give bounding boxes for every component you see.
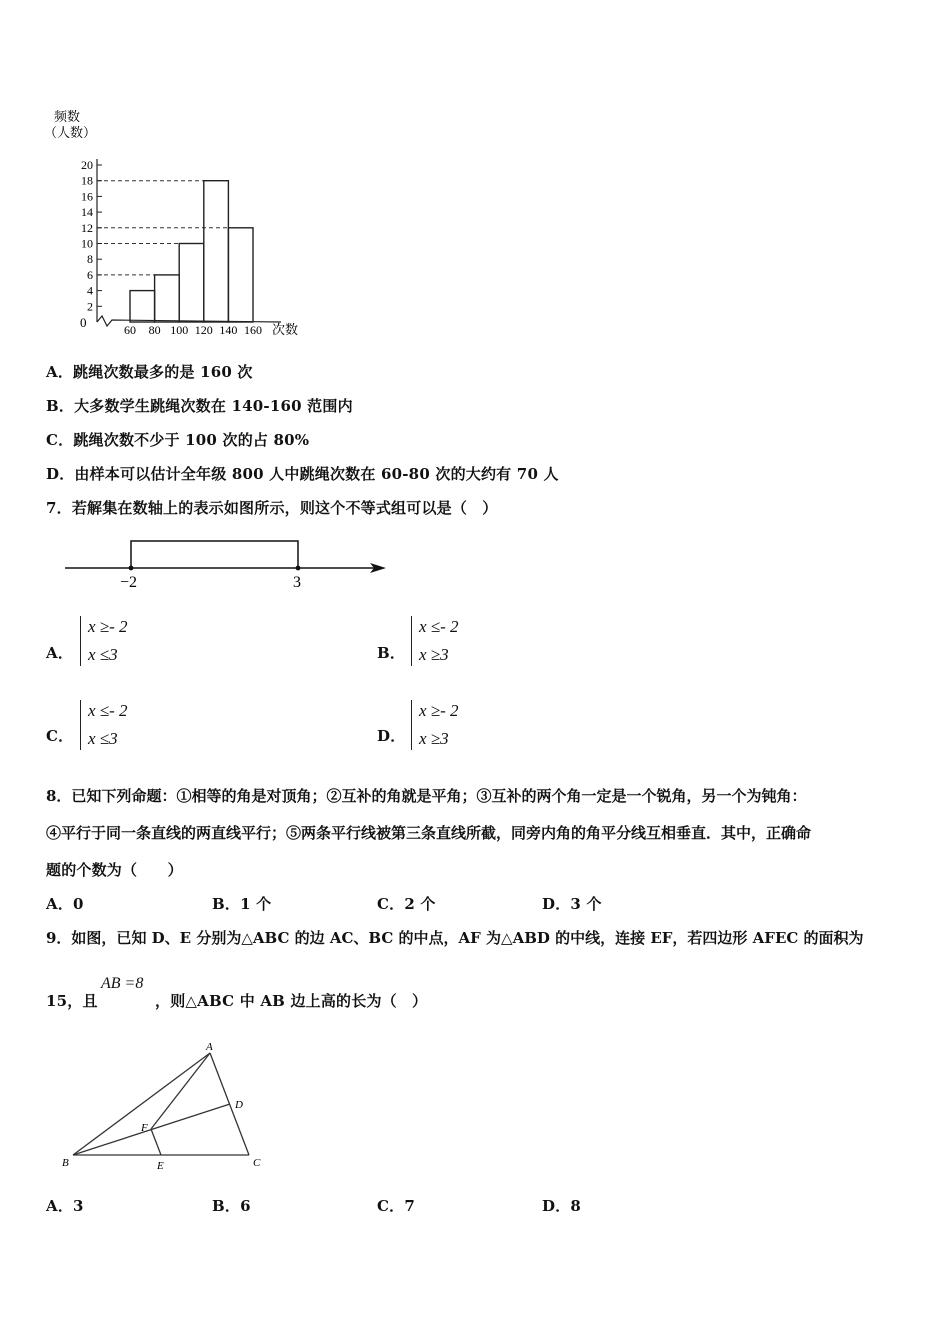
q7-option-a-line1: x ≥- 2 bbox=[88, 617, 128, 636]
vertex-label-b: B bbox=[62, 1157, 69, 1169]
histogram-x-tick-label: 100 bbox=[170, 323, 189, 337]
q6-option-d: D．由样本可以估计全年级 800 人中跳绳次数在 60-80 次的大约有 70 人 bbox=[46, 465, 559, 483]
vertex-label-a: A bbox=[206, 1041, 213, 1053]
q9-stem-line2-suffix: ，则△ABC 中 AB 边上高的长为（ ） bbox=[155, 992, 428, 1010]
q6-option-c: C．跳绳次数不少于 100 次的占 80% bbox=[46, 431, 310, 449]
point-minus-two bbox=[129, 566, 134, 571]
q8-option-d: D．3 个 bbox=[542, 895, 602, 913]
histogram-y-tick-label: 10 bbox=[81, 236, 93, 251]
q7-stem: 7．若解集在数轴上的表示如图所示，则这个不等式组可以是（ ） bbox=[46, 499, 498, 517]
q9-option-b: B．6 bbox=[212, 1197, 251, 1215]
q8-stem-line3: 题的个数为（ ） bbox=[46, 861, 183, 879]
number-line-label-left: −2 bbox=[120, 574, 138, 591]
q7-option-c-line1: x ≤- 2 bbox=[88, 701, 128, 720]
histogram-y-tick-label: 2 bbox=[87, 299, 93, 314]
segment-ab bbox=[73, 1053, 210, 1155]
histogram-y-tick-label: 12 bbox=[81, 220, 93, 235]
histogram-zero-label: 0 bbox=[80, 315, 87, 330]
histogram-y-tick-label: 18 bbox=[81, 173, 93, 188]
segment-ef bbox=[151, 1129, 161, 1155]
vertex-label-f: F bbox=[141, 1122, 148, 1134]
q8-stem-line1: 8．已知下列命题：①相等的角是对顶角；②互补的角就是平角；③互补的两个角一定是一个锐角，另一个为钝角： bbox=[46, 787, 807, 805]
vertex-label-d: D bbox=[235, 1099, 243, 1111]
number-line bbox=[60, 532, 395, 592]
histogram-y-tick-label: 16 bbox=[81, 189, 93, 204]
q8-stem-line2: ④平行于同一条直线的两直线平行；⑤两条平行线被第三条直线所截，同旁内角的角平分线互相垂直．其中，正确命 bbox=[46, 824, 812, 842]
histogram-y-tick-label: 6 bbox=[87, 267, 93, 282]
solution-interval-bracket bbox=[131, 541, 298, 568]
histogram-bar bbox=[130, 291, 155, 322]
vertex-label-c: C bbox=[253, 1157, 261, 1169]
q7-option-a-line2: x ≤3 bbox=[88, 645, 118, 664]
histogram-y-tick-label: 20 bbox=[81, 158, 93, 172]
q9-option-c: C．7 bbox=[377, 1197, 415, 1215]
q7-option-c-line2: x ≤3 bbox=[88, 729, 118, 748]
histogram-bars bbox=[130, 181, 253, 322]
histogram-xlabel: 次数 bbox=[272, 322, 299, 337]
histogram-y-tick-label: 4 bbox=[87, 283, 93, 298]
q7-option-d-line1: x ≥- 2 bbox=[419, 701, 459, 720]
q7-option-a-label: A． bbox=[46, 644, 74, 662]
histogram-x-tick-label: 60 bbox=[124, 323, 136, 337]
q7-option-c-label: C． bbox=[46, 727, 74, 745]
q9-option-d: D．8 bbox=[542, 1197, 582, 1215]
histogram-bar bbox=[228, 228, 253, 322]
q6-option-b: B．大多数学生跳绳次数在 140-160 范围内 bbox=[46, 397, 353, 415]
q9-option-a: A．3 bbox=[46, 1197, 84, 1215]
q7-option-b-label: B． bbox=[377, 644, 406, 662]
q7-option-b-line1: x ≤- 2 bbox=[419, 617, 459, 636]
histogram-y-ticks bbox=[81, 158, 102, 313]
triangle-figure bbox=[55, 1038, 275, 1178]
histogram-ylabel-line1: 频数 bbox=[54, 109, 81, 124]
vertex-label-e: E bbox=[157, 1160, 164, 1172]
q7-option-b-line2: x ≥3 bbox=[419, 645, 449, 664]
histogram-x-ticks bbox=[124, 323, 262, 337]
q6-option-a: A．跳绳次数最多的是 160 次 bbox=[46, 363, 253, 381]
number-line-label-right: 3 bbox=[293, 574, 301, 591]
histogram-x-tick-label: 80 bbox=[148, 323, 161, 337]
histogram-ylabel-line2: （人数） bbox=[44, 125, 97, 140]
q9-stem-line2-prefix: 15，且 bbox=[46, 992, 98, 1010]
q8-option-a: A．0 bbox=[46, 895, 84, 913]
histogram-dashed-lines bbox=[97, 181, 228, 275]
histogram-x-tick-label: 120 bbox=[194, 323, 213, 337]
histogram-chart bbox=[40, 105, 320, 345]
histogram-y-tick-label: 14 bbox=[81, 205, 93, 220]
histogram-bar bbox=[179, 244, 204, 323]
histogram-x-tick-label: 160 bbox=[244, 323, 262, 337]
q9-ab-equals-8: AB =8 bbox=[101, 975, 144, 992]
q7-option-d-label: D． bbox=[377, 727, 406, 745]
q8-option-c: C．2 个 bbox=[377, 895, 436, 913]
q9-stem-line1: 9．如图，已知 D、E 分别为△ABC 的边 AC、BC 的中点，AF 为△ABD 的中线，连接 EF，若四边形 AFEC 的面积为 bbox=[46, 929, 864, 947]
histogram-x-tick-label: 140 bbox=[219, 323, 238, 337]
point-three bbox=[296, 566, 301, 571]
histogram-bar bbox=[155, 275, 180, 322]
histogram-y-tick-label: 8 bbox=[87, 252, 93, 267]
q8-option-b: B．1 个 bbox=[212, 895, 272, 913]
q7-option-d-line2: x ≥3 bbox=[419, 729, 449, 748]
histogram-bar bbox=[204, 181, 229, 322]
